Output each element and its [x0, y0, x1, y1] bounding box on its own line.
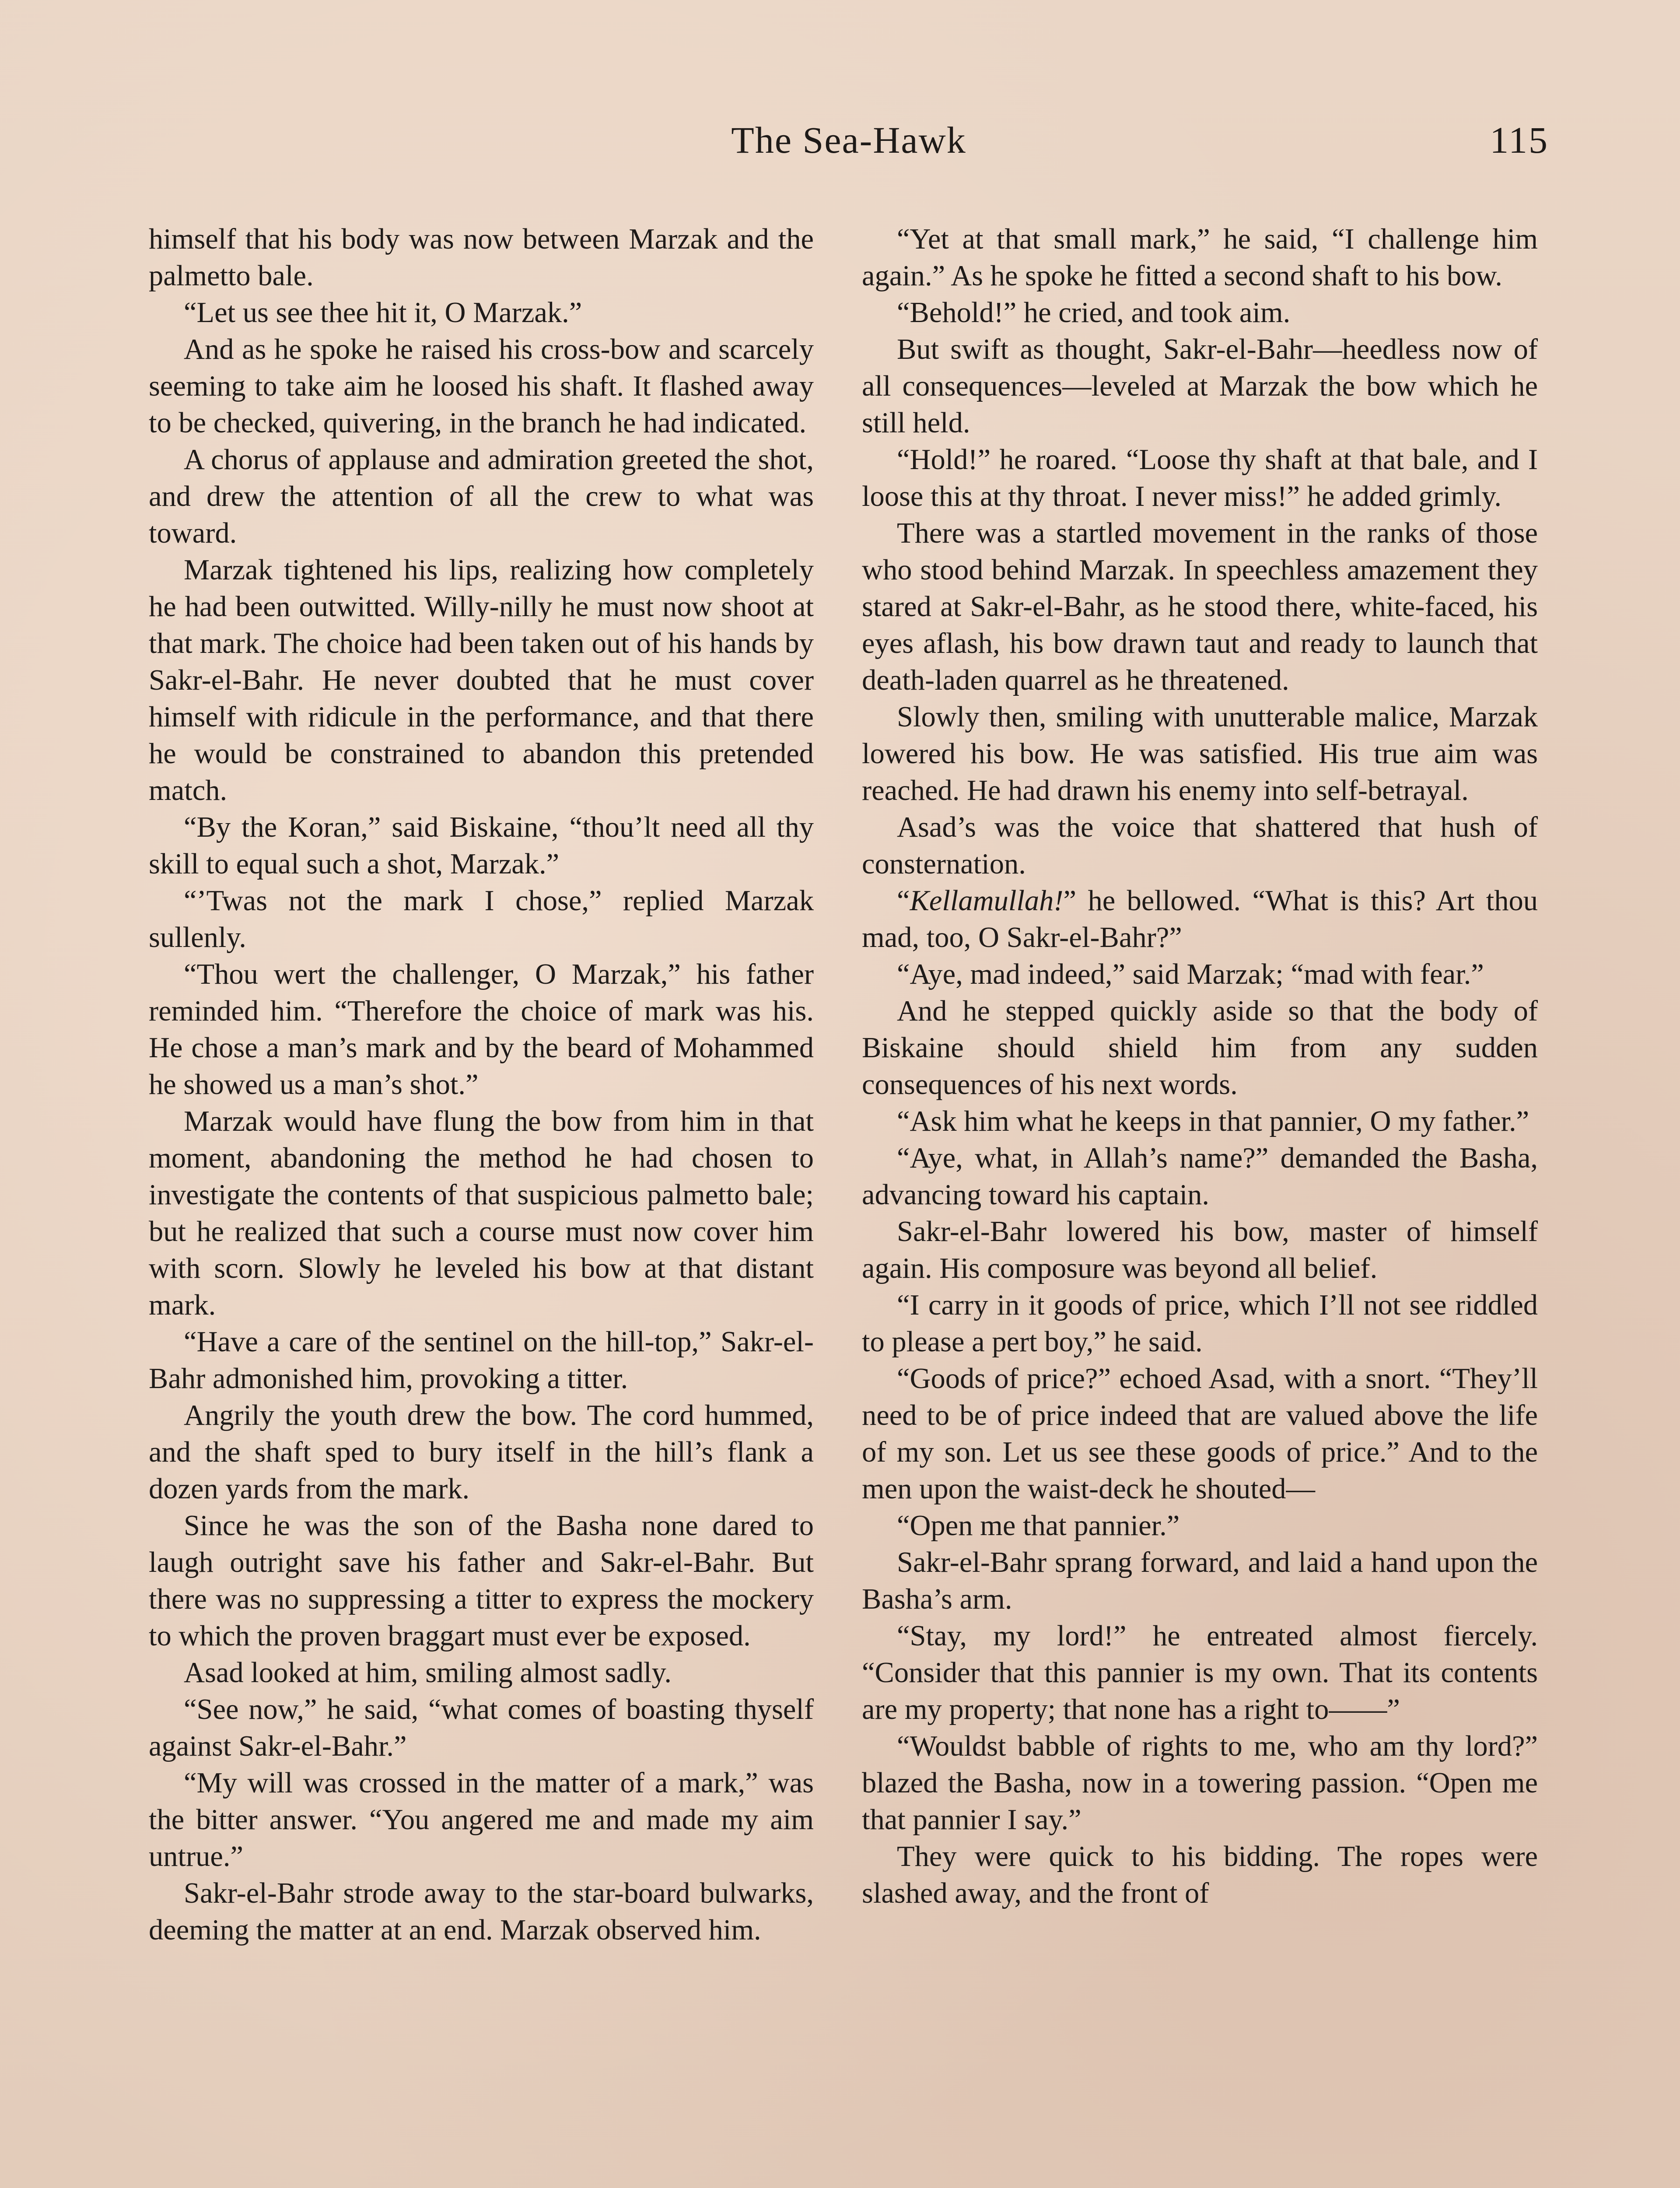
paragraph: A chorus of applause and admiration greeted the shot, and drew the attention of all the crew to what was toward.: [149, 444, 814, 549]
paragraph: Sakr-el-Bahr strode away to the star-board bulwarks, deeming the matter at an end. Marzak observed him.: [149, 1877, 814, 1946]
paragraph: “See now,” he said, “what comes of boasting thyself against Sakr-el-Bahr.”: [149, 1694, 814, 1762]
paragraph: And as he spoke he raised his cross-bow and scarcely seeming to take aim he loosed his shaft. It flashed away to be checked, quivering, in the branch he had indicated.: [149, 333, 814, 439]
paragraph: himself that his body was now between Marzak and the palmetto bale.: [149, 223, 814, 292]
paragraph: But swift as thought, Sakr-el-Bahr—heedless now of all consequences—leveled at Marzak the bow which he still held.: [862, 333, 1538, 439]
italic-exclamation: Kellamullah!: [910, 885, 1064, 917]
paragraph: “I carry in it goods of price, which I’ll not see riddled to please a pert boy,” he said.: [862, 1289, 1538, 1358]
paragraph: “Goods of price?” echoed Asad, with a snort. “They’ll need to be of price indeed that are valued above the life of my son. Let us see these goods of price.” And to the men upon the waist-deck he shouted—: [862, 1363, 1538, 1505]
paragraph: “Stay, my lord!” he entreated almost fiercely. “Consider that this pannier is my own. That its contents are my property; that none has a right to——”: [862, 1620, 1538, 1725]
paragraph: Sakr-el-Bahr lowered his bow, master of himself again. His composure was beyond all belief.: [862, 1216, 1538, 1284]
paragraph: Asad’s was the voice that shattered that hush of consternation.: [862, 811, 1538, 880]
quote-mark: “: [897, 885, 910, 917]
paragraph: “Ask him what he keeps in that pannier, O my father.”: [897, 1105, 1530, 1137]
paragraph: “’Twas not the mark I chose,” replied Marzak sullenly.: [149, 885, 814, 954]
paragraph: “Aye, what, in Allah’s name?” demanded the Basha, advancing toward his captain.: [862, 1142, 1538, 1211]
running-head: [149, 118, 1549, 179]
paragraph: Marzak tightened his lips, realizing how completely he had been outwitted. Willy-nilly he must now shoot at that mark. The choice had been taken out of his hands by Sakr-el-Bahr. He never doubted that he must cover himself with ridicule in the performance, and that there he would be constrained to abandon this pretended match.: [149, 554, 814, 806]
running-title: The Sea-Hawk: [731, 119, 966, 161]
paragraph: “Let us see thee hit it, O Marzak.”: [184, 297, 582, 329]
page-number: 115: [1490, 119, 1549, 161]
paragraph: “Behold!” he cried, and took aim.: [897, 297, 1291, 329]
paragraph: There was a startled movement in the ranks of those who stood behind Marzak. In speechless amazement they stared at Sakr-el-Bahr, as he stood there, white-faced, his eyes aflash, his bow drawn taut and ready to launch that death-laden quarrel as he threatened.: [862, 517, 1538, 696]
paragraph: “Hold!” he roared. “Loose thy shaft at that bale, and I loose this at thy throat. I never miss!” he added grimly.: [862, 444, 1538, 512]
paragraph: Sakr-el-Bahr sprang forward, and laid a hand upon the Basha’s arm.: [862, 1546, 1538, 1615]
paragraph-rest: ” he bellowed. “What is this? Art thou mad, too, O Sakr-el-Bahr?”: [862, 885, 1538, 954]
paragraph: Marzak would have flung the bow from him in that moment, abandoning the method he had chosen to investigate the contents of that suspicious palmetto bale; but he realized that such a course must now cover him with scorn. Slowly he leveled his bow at that distant mark.: [149, 1105, 814, 1321]
paragraph: They were quick to his bidding. The ropes were slashed away, and the front of: [862, 1841, 1538, 1909]
paragraph: “My will was crossed in the matter of a mark,” was the bitter answer. “You angered me and made my aim untrue.”: [149, 1767, 814, 1872]
paragraph: “Thou wert the challenger, O Marzak,” his father reminded him. “Therefore the choice of mark was his. He chose a man’s mark and by the beard of Mohammed he showed us a man’s shot.”: [149, 958, 814, 1101]
paragraph: Asad looked at him, smiling almost sadly.: [184, 1657, 672, 1689]
paragraph: And he stepped quickly aside so that the body of Biskaine should shield him from any sudden consequences of his next words.: [862, 995, 1538, 1101]
paragraph: “Open me that pannier.”: [897, 1510, 1180, 1542]
paragraph: Angrily the youth drew the bow. The cord hummed, and the shaft sped to bury itself in the hill’s flank a dozen yards from the mark.: [149, 1399, 814, 1505]
paragraph: “By the Koran,” said Biskaine, “thou’lt need all thy skill to equal such a shot, Marzak.”: [149, 811, 814, 880]
paragraph: “Yet at that small mark,” he said, “I challenge him again.” As he spoke he fitted a second shaft to his bow.: [862, 223, 1538, 292]
right-column: [862, 221, 1538, 1912]
paragraph: Slowly then, smiling with unutterable malice, Marzak lowered his bow. He was satisfied. His true aim was reached. He had drawn his enemy into self-betrayal.: [862, 701, 1538, 806]
paragraph: “Aye, mad indeed,” said Marzak; “mad with fear.”: [897, 958, 1484, 990]
paragraph: “Have a care of the sentinel on the hill-top,” Sakr-el-Bahr admonished him, provoking a titter.: [149, 1326, 814, 1395]
paragraph: [862, 883, 1538, 956]
paragraph: Since he was the son of the Basha none dared to laugh outright save his father and Sakr-el-Bahr. But there was no suppressing a titter to express the mockery to which the proven braggart must ever be exposed.: [149, 1510, 814, 1652]
left-column: [149, 221, 814, 1949]
paragraph: “Wouldst babble of rights to me, who am thy lord?” blazed the Basha, now in a towering passion. “Open me that pannier I say.”: [862, 1730, 1538, 1836]
